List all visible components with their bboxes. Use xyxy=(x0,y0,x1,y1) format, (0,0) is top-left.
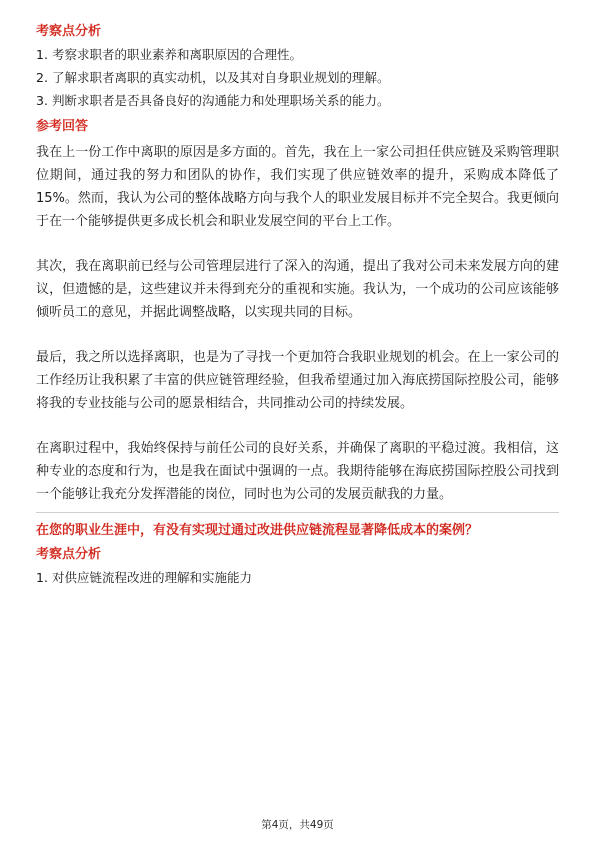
answer-paragraph-1: 我在上一份工作中离职的原因是多方面的。首先，我在上一家公司担任供应链及采购管理职位期间，通过我的努力和团队的协作，我们实现了供应链效率的提升，采购成本降低了15%。然而，我认为公司的整体战略方向与我个人的职业发展目标并不完全契合。我更倾向于在一个能够提供更多成长机会和职业发展空间的平台上工作。 xyxy=(36,145,559,229)
answer-paragraph-2: 其次，我在离职前已经与公司管理层进行了深入的沟通，提出了我对公司未来发展方向的建议，但遗憾的是，这些建议并未得到充分的重视和实施。我认为，一个成功的公司应该能够倾听员工的意见，并据此调整战略，以实现共同的目标。 xyxy=(36,259,559,320)
list-item xyxy=(36,568,559,588)
section-heading-analysis-next: 考察点分析 xyxy=(36,547,102,562)
page-content xyxy=(36,22,559,591)
next-question: 在您的职业生涯中，有没有实现过通过改进供应链流程显著降低成本的案例？ xyxy=(36,523,479,538)
list-item-number: 3. xyxy=(36,93,48,108)
section-divider xyxy=(36,512,559,513)
list-item xyxy=(36,68,559,88)
page-footer: 第4页，共49页 xyxy=(261,819,334,831)
list-item-text: 对供应链流程改进的理解和实施能力 xyxy=(52,570,253,585)
analysis-list xyxy=(36,45,559,111)
answer-paragraph-3: 最后，我之所以选择离职，也是为了寻找一个更加符合我职业规划的机会。在上一家公司的工作经历让我积累了丰富的供应链管理经验，但我希望通过加入海底捞国际控股公司，能够将我的专业技能与公司的愿景相结合，共同推动公司的持续发展。 xyxy=(36,350,559,411)
list-item-number: 1. xyxy=(36,47,48,62)
list-item-text: 考察求职者的职业素养和离职原因的合理性。 xyxy=(52,47,303,62)
section-heading-analysis: 考察点分析 xyxy=(36,24,102,39)
answer-paragraph-4: 在离职过程中，我始终保持与前任公司的良好关系，并确保了离职的平稳过渡。我相信，这种专业的态度和行为，也是我在面试中强调的一点。我期待能够在海底捞国际控股公司找到一个能够让我充分发挥潜能的岗位，同时也为公司的发展贡献我的力量。 xyxy=(36,441,559,502)
list-item xyxy=(36,91,559,111)
list-item-text: 了解求职者离职的真实动机，以及其对自身职业规划的理解。 xyxy=(52,70,390,85)
section-heading-answer: 参考回答 xyxy=(36,119,89,134)
list-item xyxy=(36,45,559,65)
list-item-number: 2. xyxy=(36,70,48,85)
list-item-number: 1. xyxy=(36,570,48,585)
list-item-text: 判断求职者是否具备良好的沟通能力和处理职场关系的能力。 xyxy=(52,93,390,108)
